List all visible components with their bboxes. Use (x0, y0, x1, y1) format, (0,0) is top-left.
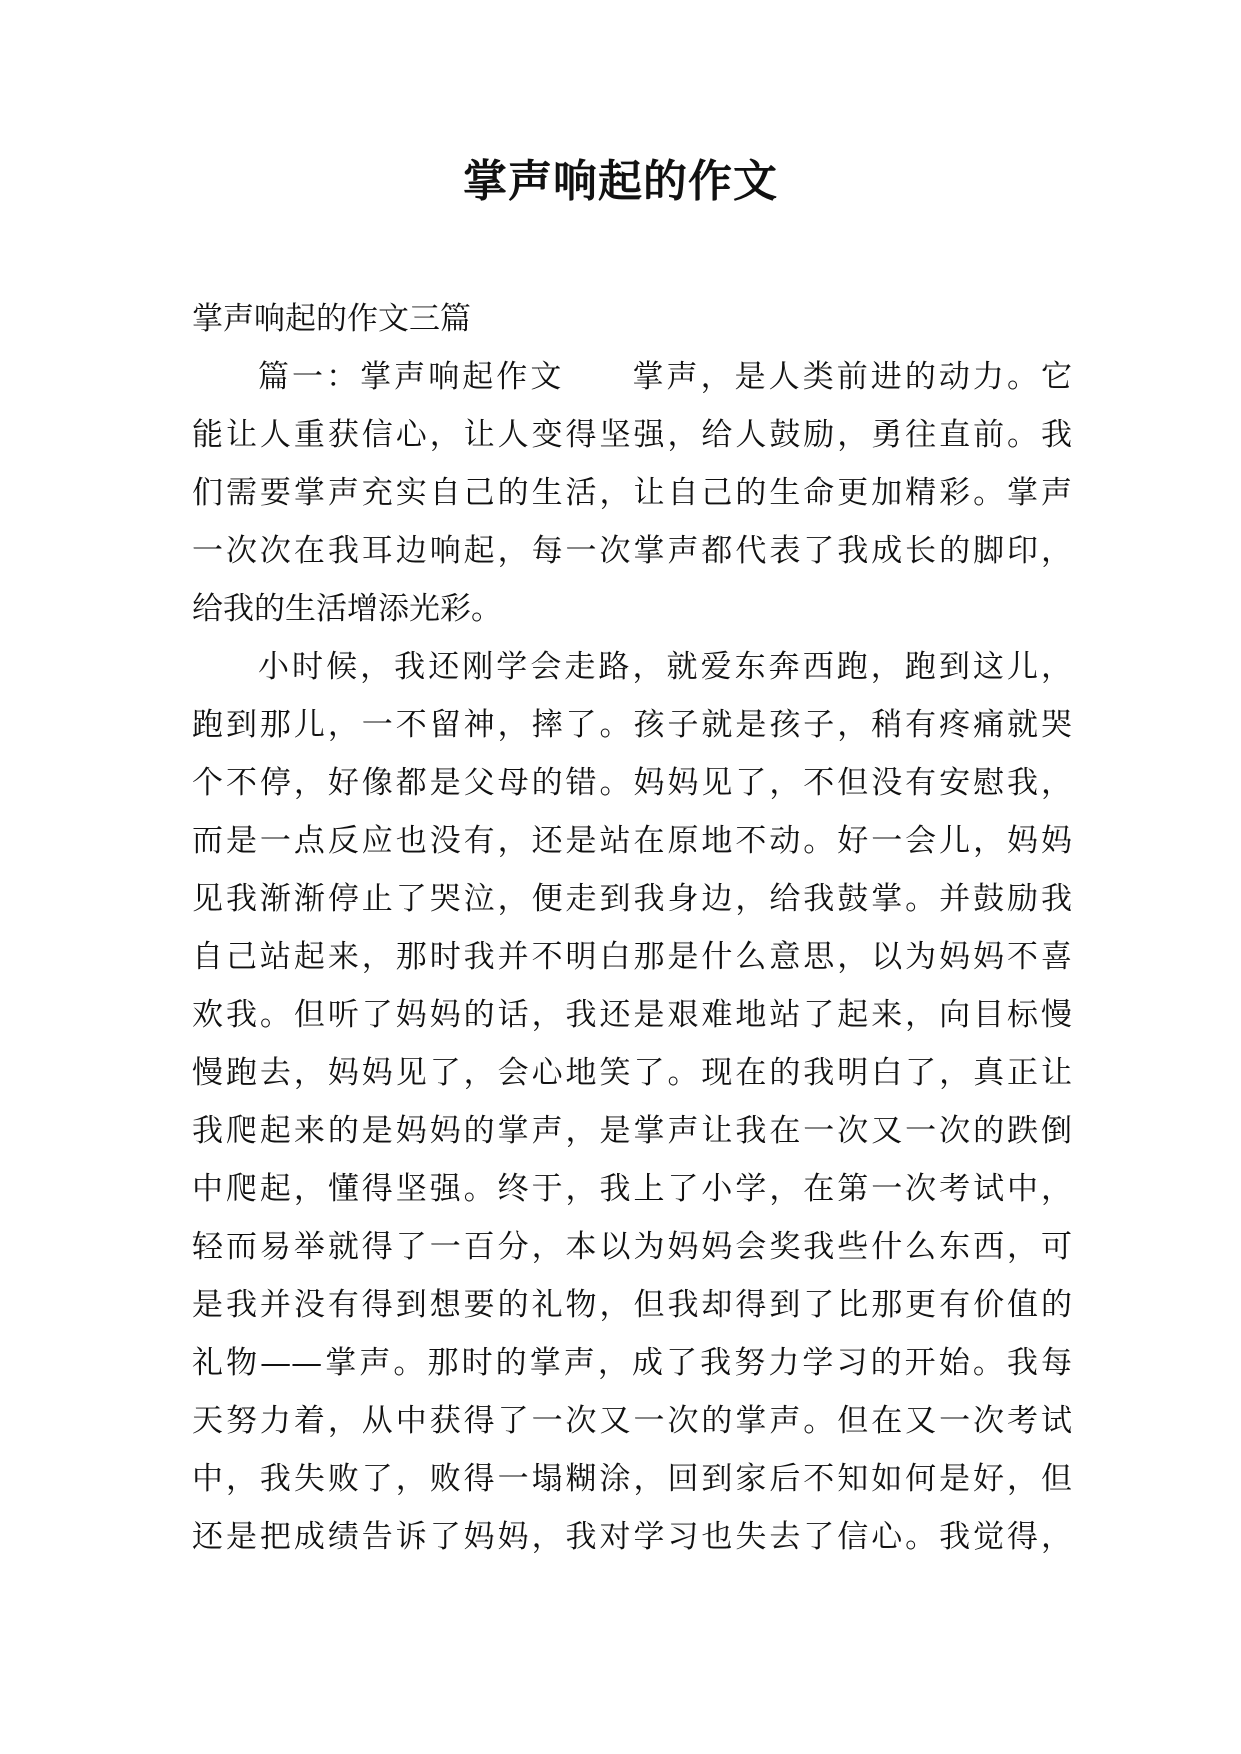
paragraph-line: 欢我。但听了妈妈的话，我还是艰难地站了起来，向目标慢 (192, 997, 1072, 1033)
paragraph-line: 我爬起来的是妈妈的掌声，是掌声让我在一次又一次的跌倒 (192, 1113, 1072, 1149)
paragraph-line: 是我并没有得到想要的礼物，但我却得到了比那更有价值的 (192, 1287, 1072, 1323)
paragraph-line: 个不停，好像都是父母的错。妈妈见了，不但没有安慰我， (192, 765, 1072, 801)
paragraph-line: 篇一：掌声响起作文 掌声，是人类前进的动力。它 (258, 359, 1072, 395)
paragraph-line: 见我渐渐停止了哭泣，便走到我身边，给我鼓掌。并鼓励我 (192, 881, 1072, 917)
subtitle-line: 掌声响起的作文三篇 (192, 301, 471, 337)
paragraph-line: 们需要掌声充实自己的生活，让自己的生命更加精彩。掌声 (192, 475, 1072, 511)
paragraph-line: 礼物——掌声。那时的掌声，成了我努力学习的开始。我每 (192, 1345, 1072, 1381)
paragraph-line: 给我的生活增添光彩。 (192, 591, 502, 627)
paragraph-line: 能让人重获信心，让人变得坚强，给人鼓励，勇往直前。我 (192, 417, 1072, 453)
paragraph-line: 还是把成绩告诉了妈妈，我对学习也失去了信心。我觉得， (192, 1519, 1072, 1555)
paragraph-line: 小时候，我还刚学会走路，就爱东奔西跑，跑到这儿， (258, 649, 1072, 685)
paragraph-line: 而是一点反应也没有，还是站在原地不动。好一会儿，妈妈 (192, 823, 1072, 859)
paragraph-line: 跑到那儿，一不留神，摔了。孩子就是孩子，稍有疼痛就哭 (192, 707, 1072, 743)
document-title: 掌声响起的作文 (463, 156, 778, 207)
paragraph-line: 中爬起，懂得坚强。终于，我上了小学，在第一次考试中， (192, 1171, 1072, 1207)
paragraph-line: 一次次在我耳边响起，每一次掌声都代表了我成长的脚印， (192, 533, 1072, 569)
paragraph-line: 慢跑去，妈妈见了，会心地笑了。现在的我明白了，真正让 (192, 1055, 1072, 1091)
paragraph-line: 轻而易举就得了一百分，本以为妈妈会奖我些什么东西，可 (192, 1229, 1072, 1265)
paragraph-line: 天努力着，从中获得了一次又一次的掌声。但在又一次考试 (192, 1403, 1072, 1439)
paragraph-line: 中，我失败了，败得一塌糊涂，回到家后不知如何是好，但 (192, 1461, 1072, 1497)
paragraph-line: 自己站起来，那时我并不明白那是什么意思，以为妈妈不喜 (192, 939, 1072, 975)
document-body (192, 290, 1072, 1566)
